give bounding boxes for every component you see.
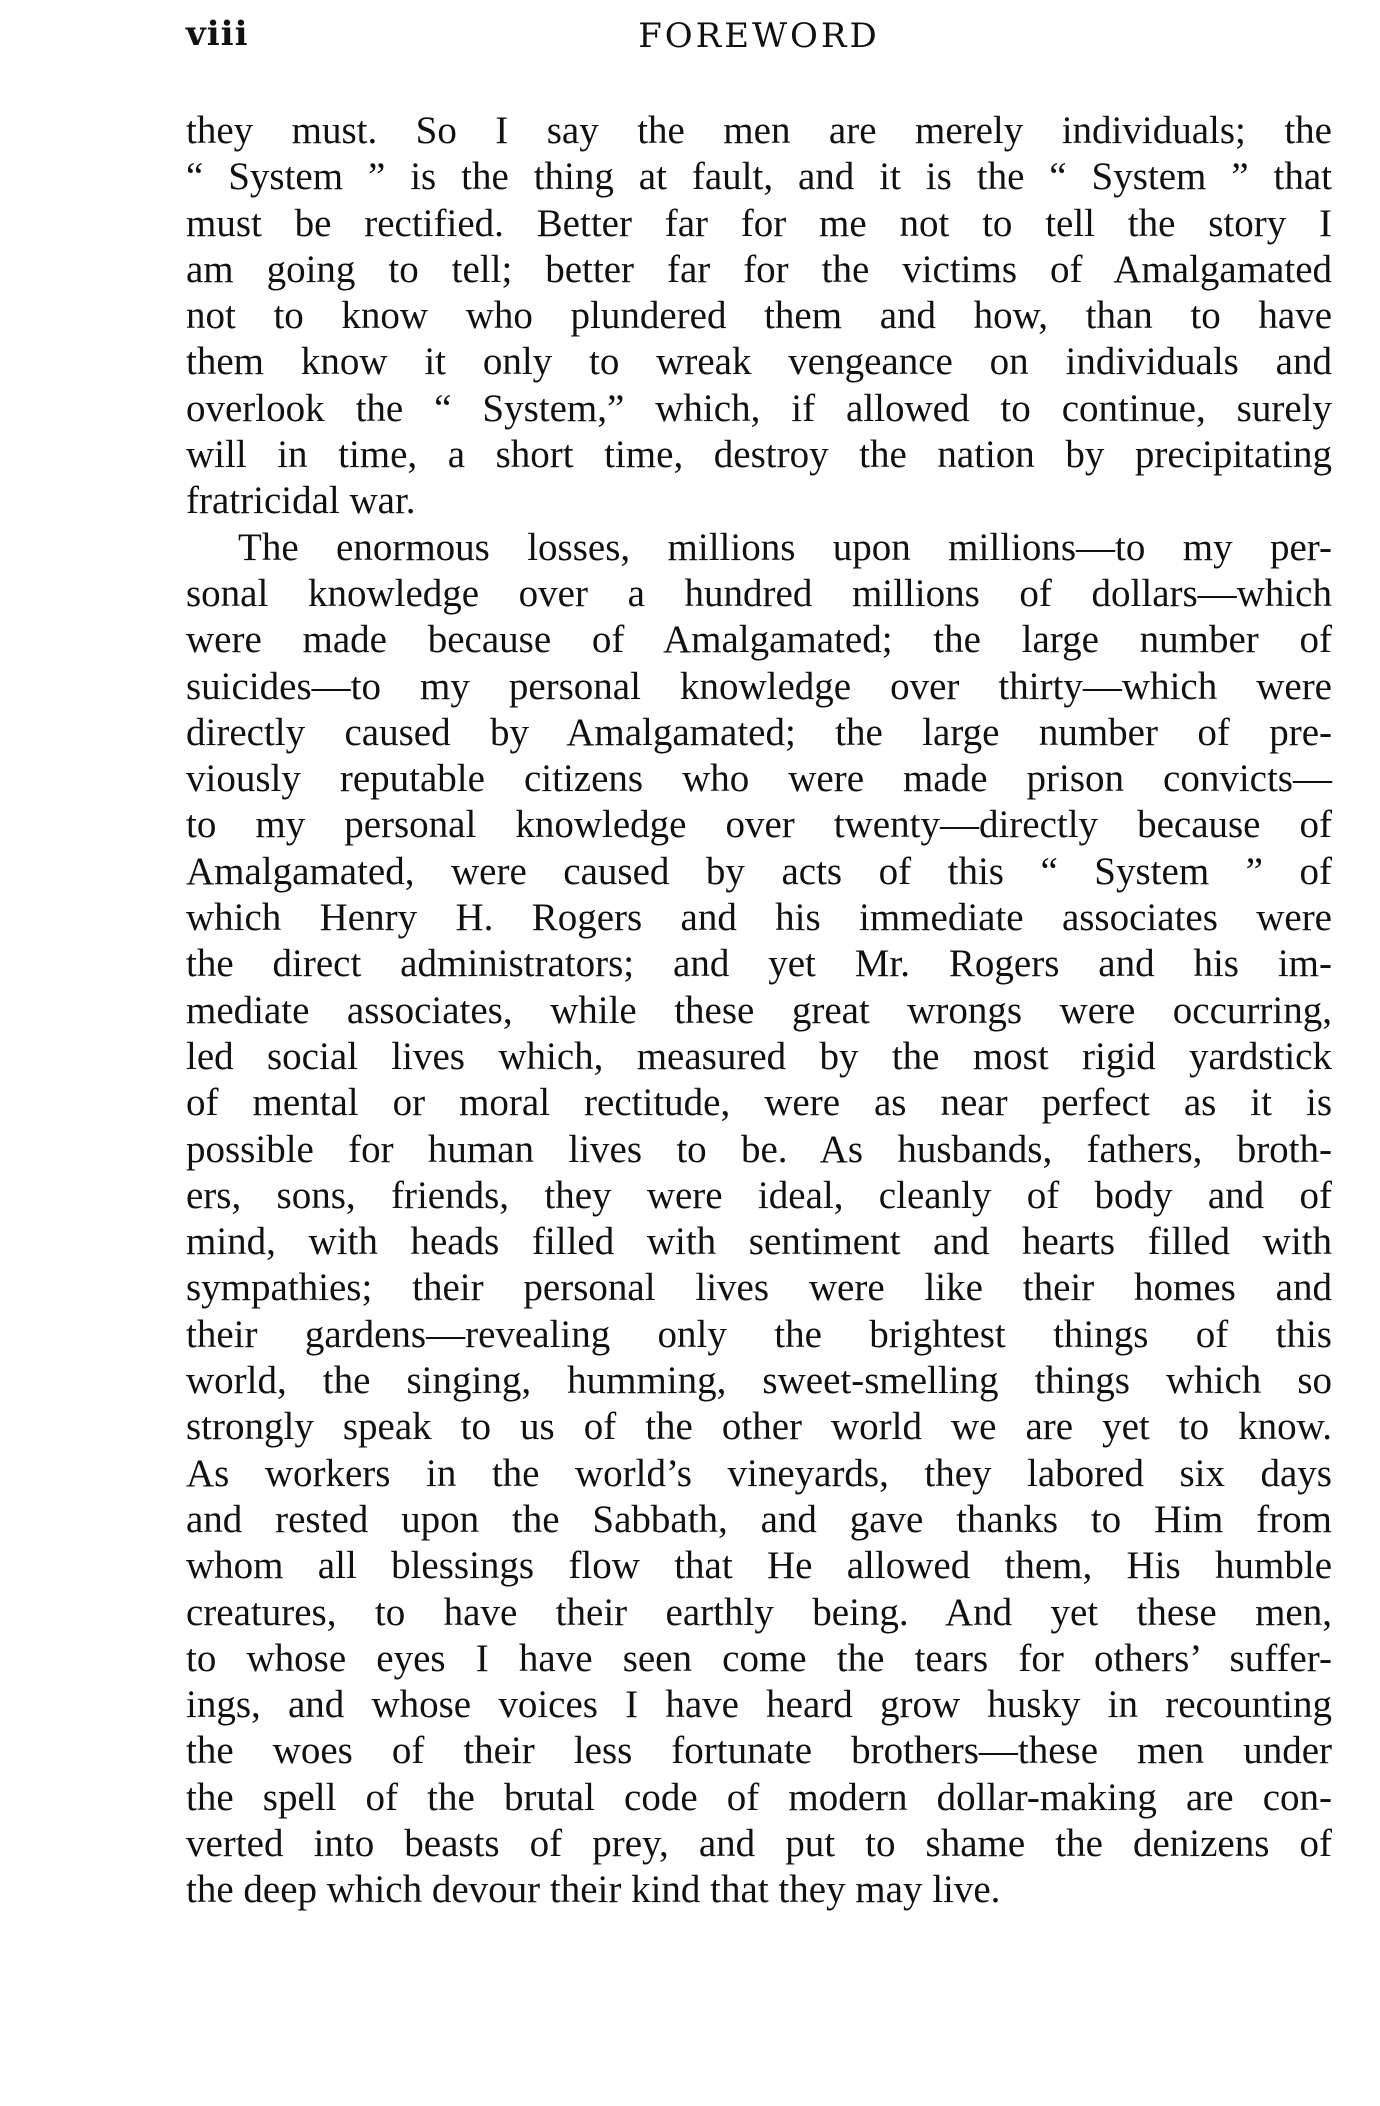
- text-line: overlook the “ System,” which, if allowed to continue, surely: [186, 386, 1332, 430]
- running-head: [186, 8, 1332, 68]
- page-number: viii: [186, 14, 249, 54]
- text-line: creatures, to have their earthly being. And yet these men,: [186, 1590, 1332, 1634]
- text-line: the direct administrators; and yet Mr. Rogers and his im-: [186, 942, 1332, 986]
- chapter-title: FOREWORD: [638, 16, 880, 56]
- text-line: them know it only to wreak vengeance on individuals and: [186, 340, 1332, 384]
- text-line: to my personal knowledge over twenty—directly because of: [186, 803, 1332, 847]
- text-line: viously reputable citizens who were made prison convicts—: [186, 757, 1332, 801]
- text-line: “ System ” is the thing at fault, and it is the “ System ” that: [186, 155, 1332, 199]
- text-line: of mental or moral rectitude, were as near perfect as it is: [186, 1081, 1332, 1125]
- text-line: not to know who plundered them and how, than to have: [186, 294, 1332, 338]
- text-line: mediate associates, while these great wrongs were occurring,: [186, 988, 1332, 1032]
- paragraph-end-line: the deep which devour their kind that they may live.: [186, 1868, 1001, 1912]
- text-line: the woes of their less fortunate brothers—these men under: [186, 1729, 1332, 1773]
- body-text: [186, 108, 1332, 1914]
- text-line: directly caused by Amalgamated; the large number of pre-: [186, 710, 1332, 754]
- text-line: Amalgamated, were caused by acts of this “ System ” of: [186, 849, 1332, 893]
- text-line: their gardens—revealing only the brightest things of this: [186, 1312, 1332, 1356]
- text-line: ers, sons, friends, they were ideal, cleanly of body and of: [186, 1173, 1332, 1217]
- text-line: and rested upon the Sabbath, and gave thanks to Him from: [186, 1497, 1332, 1541]
- text-line: which Henry H. Rogers and his immediate associates were: [186, 896, 1332, 940]
- text-line: world, the singing, humming, sweet-smelling things which so: [186, 1359, 1332, 1403]
- text-line: possible for human lives to be. As husbands, fathers, broth-: [186, 1127, 1332, 1171]
- paragraph-first-line: The enormous losses, millions upon millions—to my per-: [238, 525, 1332, 569]
- text-line: ings, and whose voices I have heard grow husky in recounting: [186, 1683, 1332, 1727]
- text-line: led social lives which, measured by the most rigid yardstick: [186, 1034, 1332, 1078]
- text-line: the spell of the brutal code of modern dollar-making are con-: [186, 1775, 1332, 1819]
- text-line: to whose eyes I have seen come the tears for others’ suffer-: [186, 1636, 1332, 1680]
- text-line: verted into beasts of prey, and put to shame the denizens of: [186, 1821, 1332, 1865]
- text-line: mind, with heads filled with sentiment and hearts filled with: [186, 1220, 1332, 1264]
- text-line: am going to tell; better far for the victims of Amalgamated: [186, 247, 1332, 291]
- text-line: they must. So I say the men are merely individuals; the: [186, 109, 1332, 152]
- paragraph-end-line: fratricidal war.: [186, 479, 416, 523]
- text-line: sympathies; their personal lives were like their homes and: [186, 1266, 1332, 1310]
- text-line: whom all blessings flow that He allowed them, His humble: [186, 1544, 1332, 1588]
- text-line: As workers in the world’s vineyards, they labored six days: [186, 1451, 1332, 1495]
- text-line: sonal knowledge over a hundred millions of dollars—which: [186, 571, 1332, 615]
- text-line: suicides—to my personal knowledge over thirty—which were: [186, 664, 1332, 708]
- text-line: strongly speak to us of the other world we are yet to know.: [186, 1405, 1332, 1449]
- text-line: must be rectified. Better far for me not to tell the story I: [186, 201, 1332, 245]
- text-line: were made because of Amalgamated; the large number of: [186, 618, 1332, 662]
- text-line: will in time, a short time, destroy the nation by precipitating: [186, 433, 1332, 477]
